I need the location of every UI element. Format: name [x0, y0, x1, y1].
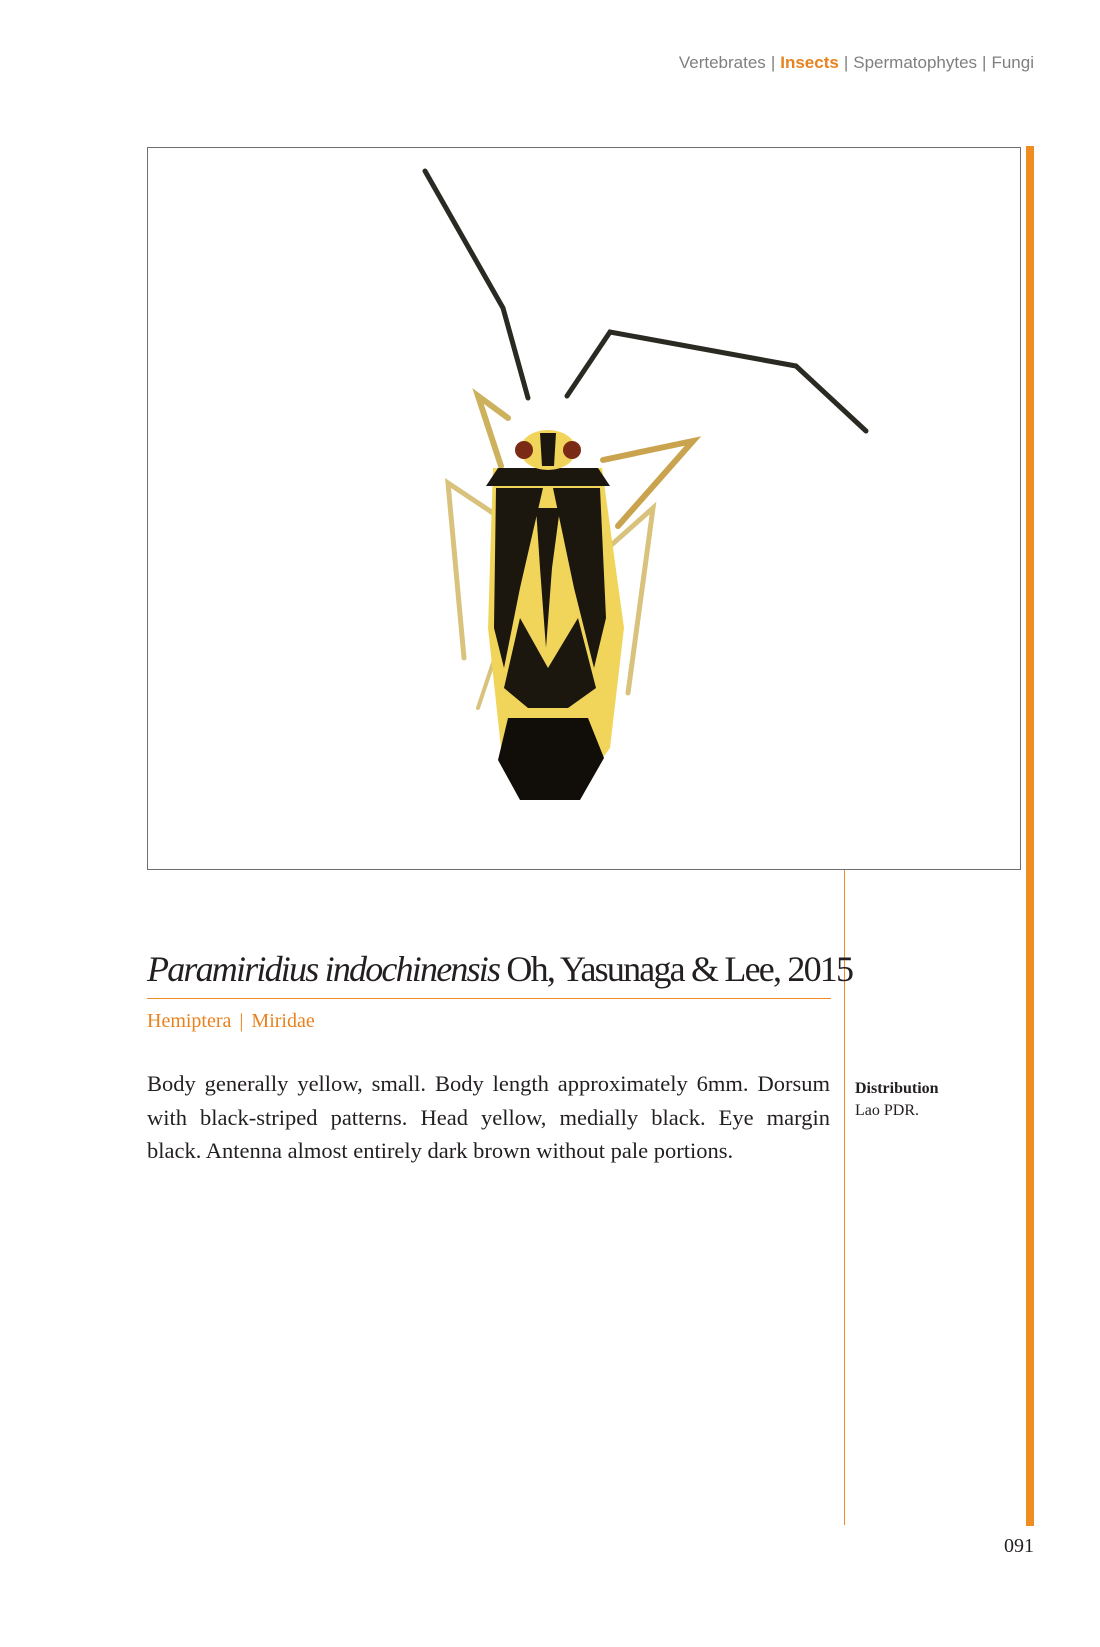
species-authority: Oh, Yasunaga & Lee, 2015 [506, 949, 853, 989]
nav-item-insects[interactable]: Insects [780, 53, 839, 72]
distribution-label: Distribution [855, 1080, 939, 1097]
section-nav [679, 53, 1034, 73]
distribution-value: Lao PDR. [855, 1102, 919, 1119]
taxon-family: Miridae [251, 1010, 315, 1032]
page-number: 091 [1004, 1535, 1034, 1557]
nav-separator: | [843, 53, 849, 72]
taxon-order: Hemiptera [147, 1010, 232, 1032]
title-rule [147, 998, 831, 999]
specimen-photo [147, 147, 1021, 870]
species-binomial: Paramiridius indochinensis [147, 949, 500, 989]
nav-separator: | [982, 53, 987, 72]
nav-item-vertebrates[interactable]: Vertebrates [678, 53, 766, 72]
nav-item-fungi[interactable]: Fungi [991, 53, 1034, 72]
nav-item-spermatophytes[interactable]: Spermatophytes [853, 53, 978, 72]
accent-bar [1026, 146, 1034, 1526]
species-description: Body generally yellow, small. Body length approximately 6mm. Dorsum with black-striped patterns. Head yellow, medially black. Eye margin black. Antenna almost entirely dark brown without pale portions. [147, 1071, 830, 1163]
taxon-separator: | [239, 1010, 244, 1032]
taxonomy-line [147, 1007, 315, 1035]
species-title [147, 945, 853, 993]
insect-illustration [148, 148, 1020, 869]
nav-separator: | [770, 53, 776, 72]
